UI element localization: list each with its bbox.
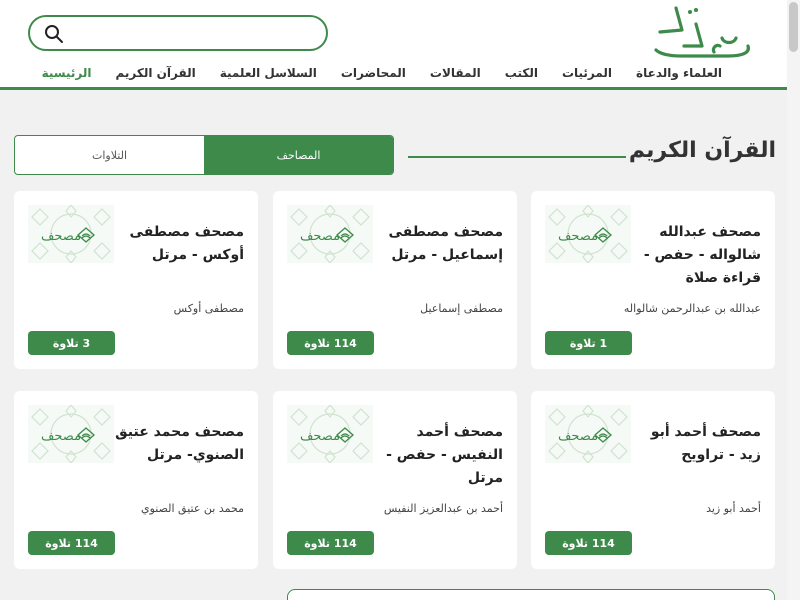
mushaf-pattern-icon [28,205,114,263]
card-title[interactable]: مصحف عبدالله شالواله - حفص - قراءة صلاة [643,224,761,286]
card-author[interactable]: مصطفى أوكس [173,302,244,315]
card-thumbnail[interactable] [28,405,114,463]
card-author[interactable]: محمد بن عتيق الصنوي [141,502,244,515]
thumbnail-label: مصحف [557,429,599,444]
site-header [0,0,800,90]
search-box[interactable] [28,15,328,51]
card-thumbnail[interactable] [28,205,114,263]
card-title[interactable]: مصحف أحمد أبو زيد - تراويح [650,424,761,463]
search-icon[interactable] [44,24,64,44]
tab-recitations[interactable]: التلاوات [92,148,128,162]
card-author[interactable]: عبدالله بن عبدالرحمن شالواله [623,302,761,315]
scrollbar-thumb[interactable] [789,2,798,52]
title-divider [408,156,626,158]
card-title[interactable]: مصحف مصطفى أوكس - مرتل [129,224,244,263]
thumbnail-label: مصحف [557,229,599,244]
nav-item-books[interactable]: الكتب [504,66,538,80]
card-author[interactable]: أحمد بن عبدالعزيز النفيس [383,502,503,515]
card-thumbnail[interactable] [545,405,631,463]
card-thumbnail[interactable] [287,205,373,263]
site-logo[interactable] [650,2,762,62]
page-scrollbar[interactable] [787,0,800,600]
tab-group [14,135,394,175]
mushaf-pattern-icon [545,405,631,463]
nav-item-articles[interactable]: المقالات [429,66,481,80]
card-author[interactable]: أحمد أبو زيد [706,502,761,515]
thumbnail-label: مصحف [299,229,341,244]
recitation-count-badge[interactable]: 114 تلاوة [28,531,115,555]
thumbnail-label: مصحف [299,429,341,444]
thumbnail-label: مصحف [40,429,82,444]
nav-item-videos[interactable]: المرئيات [561,66,613,80]
thumbnail-label: مصحف [40,229,82,244]
recitation-count-badge[interactable]: 114 تلاوة [545,531,632,555]
recitation-count-badge[interactable]: 3 تلاوة [28,331,115,355]
mushaf-card[interactable] [273,191,517,369]
main-nav [42,66,722,86]
nav-item-quran[interactable]: القرآن الكريم [115,66,196,80]
recitation-count-badge[interactable]: 114 تلاوة [287,531,374,555]
mushaf-card[interactable] [273,391,517,569]
recitation-count-badge[interactable]: 114 تلاوة [287,331,374,355]
tab-mushafs[interactable]: المصاحف [204,136,393,174]
card-title[interactable]: مصحف مصطفى إسماعيل - مرتل [388,224,503,263]
nav-item-series[interactable]: السلاسل العلمية [219,66,317,80]
mushaf-pattern-icon [545,205,631,263]
mushaf-card[interactable] [531,391,775,569]
nav-item-home[interactable]: الرئيسية [41,66,92,80]
mushaf-pattern-icon [28,405,114,463]
madad-logo-icon [650,2,762,62]
card-title[interactable]: مصحف أحمد النفيس - حفص - مرتل [386,424,503,486]
card-thumbnail[interactable] [287,405,373,463]
nav-item-lectures[interactable]: المحاضرات [340,66,406,80]
mushaf-card[interactable] [14,391,258,569]
mushaf-card[interactable] [531,191,775,369]
card-title[interactable]: مصحف محمد عتيق الصنوي- مرتل [115,424,244,463]
card-author[interactable]: مصطفى إسماعيل [420,302,503,315]
page-title: القرآن الكريم [628,138,776,163]
recitation-count-badge[interactable]: 1 تلاوة [545,331,632,355]
mushaf-pattern-icon [287,205,373,263]
nav-item-scholars[interactable]: العلماء والدعاة [636,66,722,80]
next-section-card [287,589,775,600]
card-thumbnail[interactable] [545,205,631,263]
mushaf-pattern-icon [287,405,373,463]
search-input[interactable] [78,21,314,45]
mushaf-card[interactable] [14,191,258,369]
